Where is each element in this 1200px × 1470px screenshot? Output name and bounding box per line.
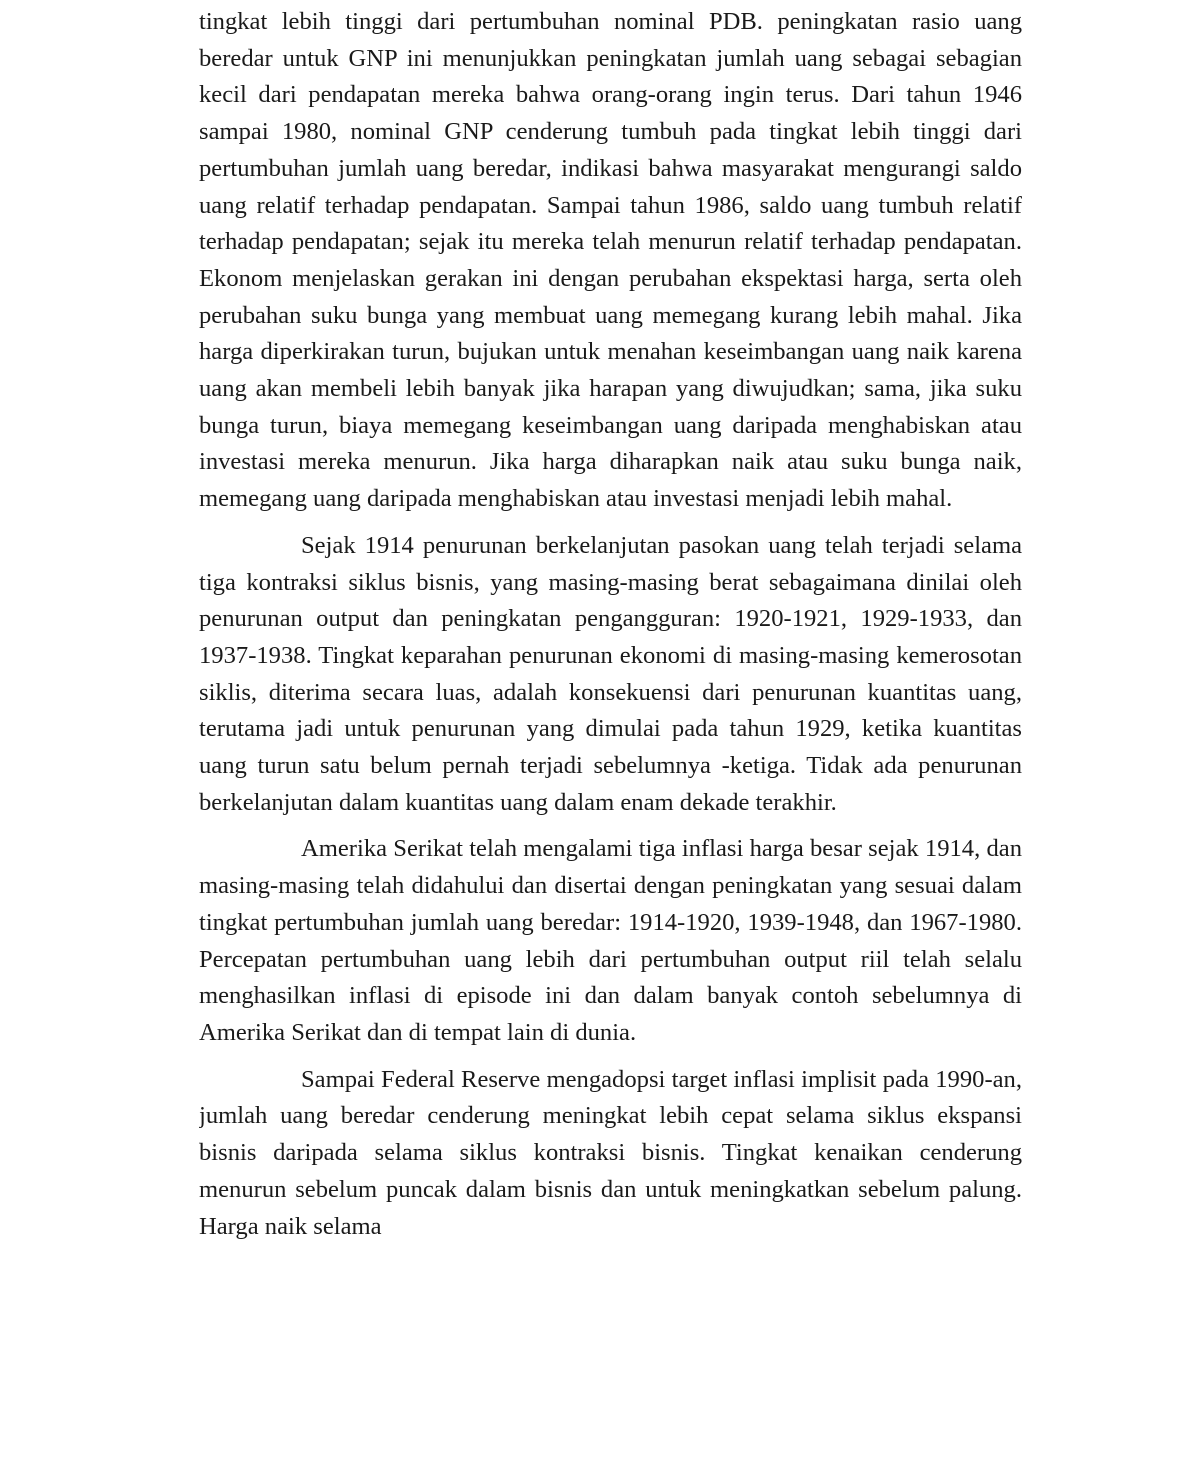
paragraph-2: Sejak 1914 penurunan berkelanjutan pasokan uang telah terjadi selama tiga kontraksi siklus bisnis, yang masing-masing berat sebagaimana dinilai oleh penurunan output dan peningkatan pengangguran: 1920-1921, 1929-1933, dan 1937-1938. Tingkat keparahan penurunan ekonomi di masing-masing kemerosotan siklis, diterima secara luas, adalah konsekuensi dari penurunan kuantitas uang, terutama jadi untuk penurunan yang dimulai pada tahun 1929, ketika kuantitas uang turun satu belum pernah terjadi sebelumnya -ketiga. Tidak ada penurunan berkelanjutan dalam kuantitas uang dalam enam dekade terakhir. <box>199 531 1022 816</box>
body-text <box>199 4 1022 1255</box>
paragraph-1: tingkat lebih tinggi dari pertumbuhan nominal PDB. peningkatan rasio uang beredar untuk GNP ini menunjukkan peningkatan jumlah uang sebagai sebagian kecil dari pendapatan mereka bahwa orang-orang ingin terus. Dari tahun 1946 sampai 1980, nominal GNP cenderung tumbuh pada tingkat lebih tinggi dari pertumbuhan jumlah uang beredar, indikasi bahwa masyarakat mengurangi saldo uang relatif terhadap pendapatan. Sampai tahun 1986, saldo uang tumbuh relatif terhadap pendapatan; sejak itu mereka telah menurun relatif terhadap pendapatan. Ekonom menjelaskan gerakan ini dengan perubahan ekspektasi harga, serta oleh perubahan suku bunga yang membuat uang memegang kurang lebih mahal. Jika harga diperkirakan turun, bujukan untuk menahan keseimbangan uang naik karena uang akan membeli lebih banyak jika harapan yang diwujudkan; sama, jika suku bunga turun, biaya memegang keseimbangan uang daripada menghabiskan atau investasi mereka menurun. Jika harga diharapkan naik atau suku bunga naik, memegang uang daripada menghabiskan atau investasi menjadi lebih mahal. <box>199 8 1022 513</box>
paragraph-4: Sampai Federal Reserve mengadopsi target inflasi implisit pada 1990-an, jumlah uang beredar cenderung meningkat lebih cepat selama siklus ekspansi bisnis daripada selama siklus kontraksi bisnis. Tingkat kenaikan cenderung menurun sebelum puncak dalam bisnis dan untuk meningkatkan sebelum palung. Harga naik selama <box>199 1065 1022 1240</box>
document-page <box>199 0 1022 1470</box>
paragraph-3: Amerika Serikat telah mengalami tiga inflasi harga besar sejak 1914, dan masing-masing telah didahului dan disertai dengan peningkatan yang sesuai dalam tingkat pertumbuhan jumlah uang beredar: 1914-1920, 1939-1948, dan 1967-1980. Percepatan pertumbuhan uang lebih dari pertumbuhan output riil telah selalu menghasilkan inflasi di episode ini dan dalam banyak contoh sebelumnya di Amerika Serikat dan di tempat lain di dunia. <box>199 835 1022 1046</box>
